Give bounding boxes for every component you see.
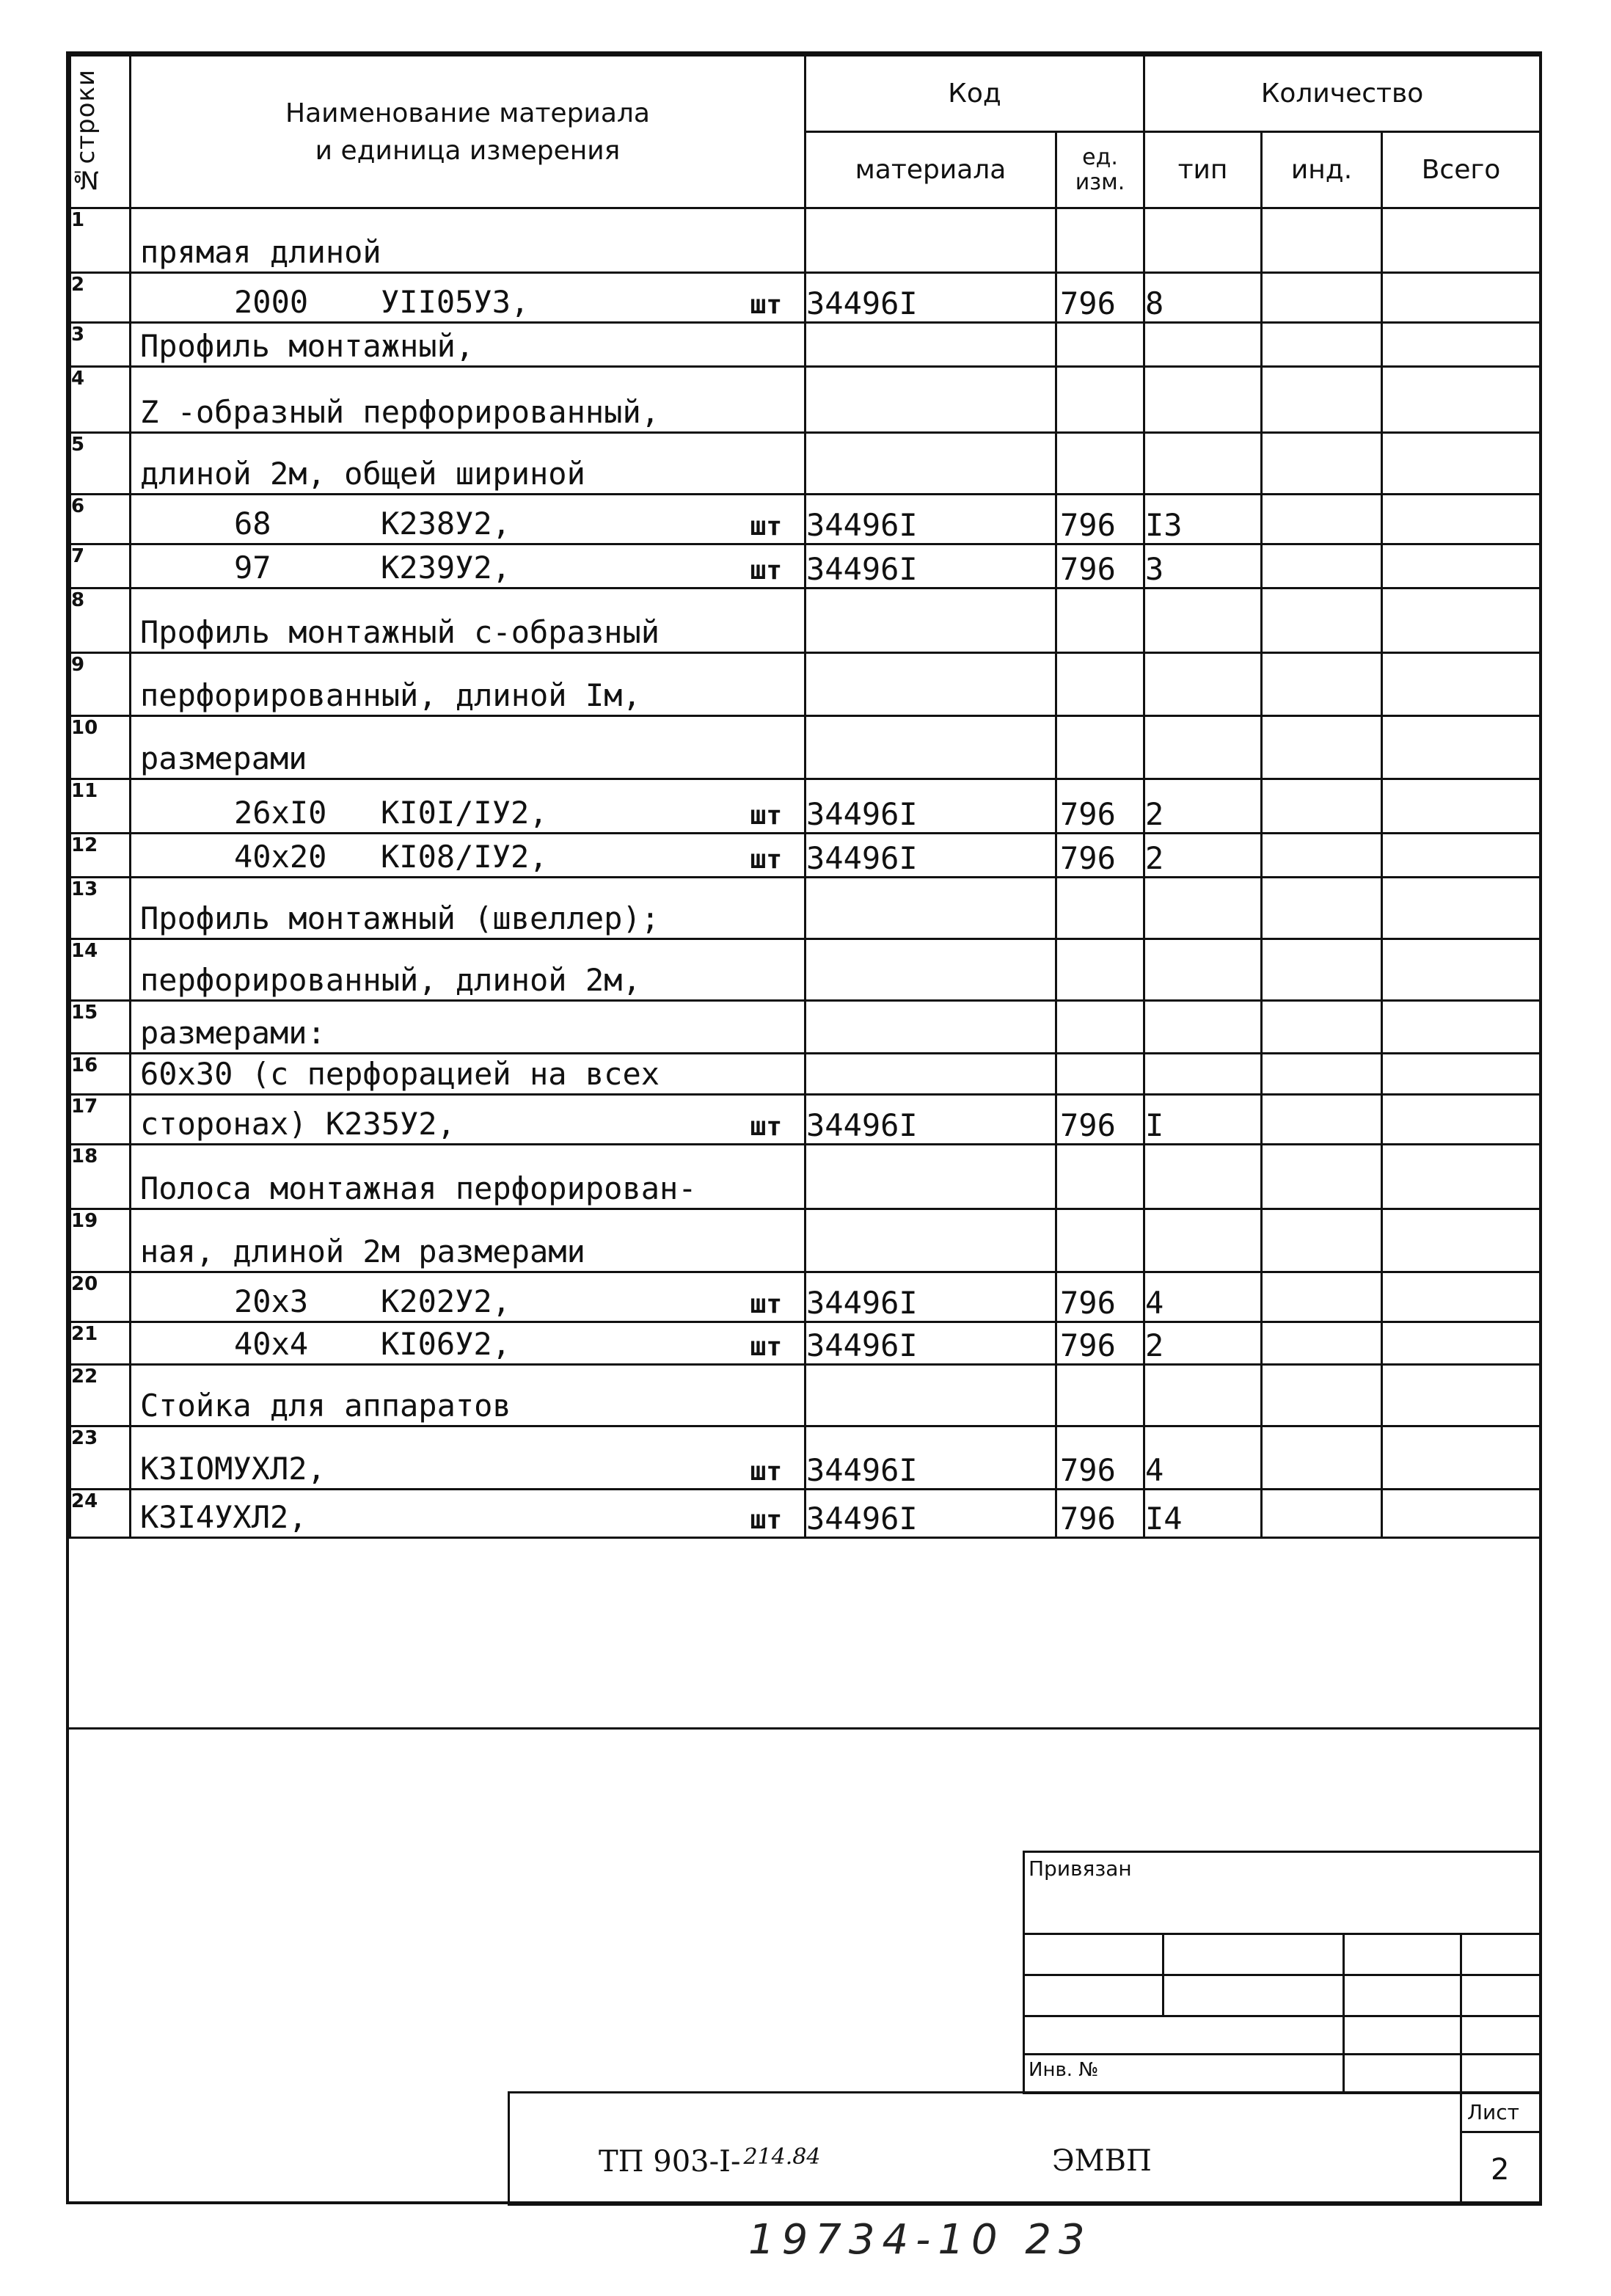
material-name-cell <box>131 1209 806 1272</box>
binding-line-1 <box>1023 1933 1542 1935</box>
material-name <box>234 506 511 542</box>
material-name-text: длиной 2м, общей шириной <box>140 456 585 492</box>
material-name-cell <box>131 1365 806 1426</box>
unit-of-measure: шт <box>750 1289 782 1319</box>
unit-of-measure: шт <box>750 845 782 875</box>
row-number: 13 <box>70 878 131 939</box>
unit-code-cell <box>1056 716 1144 779</box>
table-row <box>70 323 1541 367</box>
material-name <box>140 677 641 713</box>
material-name-text: размерами: <box>140 1015 326 1051</box>
type-qty-cell: I4 <box>1144 1490 1262 1538</box>
material-name-cell <box>131 495 806 544</box>
row-number: 23 <box>70 1426 131 1490</box>
row-number: 1 <box>70 208 131 273</box>
material-mark: КI0I/IУ2, <box>381 795 548 831</box>
material-name-cell <box>131 1426 806 1490</box>
table-row <box>70 1322 1541 1365</box>
row-number: 16 <box>70 1054 131 1095</box>
table-row <box>70 273 1541 323</box>
material-name-cell <box>131 1001 806 1054</box>
unit-code-cell <box>1056 208 1144 273</box>
ind-qty-cell <box>1262 588 1382 653</box>
material-name-cell <box>131 878 806 939</box>
row-number: 24 <box>70 1490 131 1538</box>
type-qty-cell <box>1144 1001 1262 1054</box>
material-name-text: КЗIОМУХЛ2, <box>140 1451 326 1487</box>
material-code-cell: 34496I <box>806 273 1056 323</box>
material-code-cell: 34496I <box>806 834 1056 878</box>
total-qty-cell <box>1382 878 1541 939</box>
material-code-cell: 34496I <box>806 495 1056 544</box>
table-row <box>70 1426 1541 1490</box>
row-number: 21 <box>70 1322 131 1365</box>
ind-qty-cell <box>1262 1426 1382 1490</box>
type-qty-cell <box>1144 939 1262 1001</box>
unit-code-cell: 796 <box>1056 544 1144 588</box>
ind-qty-cell <box>1262 208 1382 273</box>
type-qty-cell <box>1144 433 1262 495</box>
row-number: 6 <box>70 495 131 544</box>
material-mark: К202У2, <box>381 1283 511 1319</box>
ind-qty-cell <box>1262 1145 1382 1209</box>
ind-qty-cell <box>1262 1209 1382 1272</box>
material-name <box>140 1388 511 1424</box>
material-name-cell <box>131 834 806 878</box>
total-qty-cell <box>1382 273 1541 323</box>
ind-qty-cell <box>1262 779 1382 834</box>
total-qty-cell <box>1382 1145 1541 1209</box>
row-number: 5 <box>70 433 131 495</box>
unit-code-cell: 796 <box>1056 779 1144 834</box>
material-name-cell <box>131 433 806 495</box>
ind-qty-cell <box>1262 1001 1382 1054</box>
unit-of-measure: шт <box>750 1457 782 1487</box>
material-name <box>140 1056 660 1092</box>
sheet-label-line <box>1460 2131 1542 2133</box>
total-qty-cell <box>1382 1490 1541 1538</box>
organization-code: ЭМВП <box>1052 2144 1152 2178</box>
material-name-cell <box>131 544 806 588</box>
type-qty-cell: I3 <box>1144 495 1262 544</box>
binding-line-3 <box>1023 2015 1542 2017</box>
material-name <box>140 740 307 776</box>
unit-of-measure: шт <box>750 801 782 831</box>
total-qty-cell <box>1382 1001 1541 1054</box>
sheet-divider <box>1460 2091 1462 2206</box>
material-name-cell <box>131 1054 806 1095</box>
type-qty-cell <box>1144 1054 1262 1095</box>
type-qty-cell <box>1144 653 1262 716</box>
type-qty-cell: 4 <box>1144 1426 1262 1490</box>
material-name <box>140 1170 697 1206</box>
material-code-cell <box>806 939 1056 1001</box>
material-name-cell <box>131 779 806 834</box>
ind-qty-cell <box>1262 878 1382 939</box>
material-code-cell <box>806 653 1056 716</box>
material-name-cell <box>131 1272 806 1322</box>
binding-label: Привязан <box>1029 1856 1132 1881</box>
row-number: 4 <box>70 367 131 433</box>
unit-code-cell <box>1056 939 1144 1001</box>
type-qty-cell: 2 <box>1144 834 1262 878</box>
unit-code-cell <box>1056 653 1144 716</box>
unit-code-cell: 796 <box>1056 1490 1144 1538</box>
material-name <box>234 1283 511 1319</box>
total-qty-cell <box>1382 716 1541 779</box>
row-number: 3 <box>70 323 131 367</box>
table-row <box>70 208 1541 273</box>
material-mark: К238У2, <box>381 506 511 542</box>
unit-of-measure: шт <box>750 1505 782 1535</box>
material-name-cell <box>131 1095 806 1145</box>
binding-line-4 <box>1023 2053 1542 2055</box>
material-name-text: 26xI0 <box>234 795 327 831</box>
material-name-text: 60x30 (с перфорацией на всех <box>140 1056 660 1092</box>
material-mark: УII05УЗ, <box>381 284 530 320</box>
total-qty-cell <box>1382 1426 1541 1490</box>
type-qty-cell <box>1144 1145 1262 1209</box>
material-name-text: прямая длиной <box>140 234 381 270</box>
material-name-cell <box>131 588 806 653</box>
material-name-text: 68 <box>234 506 271 542</box>
unit-code-cell <box>1056 433 1144 495</box>
sheet-number: 2 <box>1491 2153 1510 2187</box>
material-mark: К239У2, <box>381 550 511 586</box>
material-code-cell <box>806 323 1056 367</box>
total-qty-header: Всего <box>1382 132 1541 208</box>
inventory-number-label: Инв. № <box>1029 2059 1099 2081</box>
material-name <box>234 839 548 875</box>
ind-qty-cell <box>1262 273 1382 323</box>
row-number: 10 <box>70 716 131 779</box>
table-row <box>70 834 1541 878</box>
material-mark: КI08/IУ2, <box>381 839 548 875</box>
material-code-cell <box>806 1209 1056 1272</box>
material-name-cell <box>131 323 806 367</box>
material-name <box>140 234 381 270</box>
table-row <box>70 878 1541 939</box>
material-name-text: ная, длиной 2м размерами <box>140 1233 585 1269</box>
material-name-text: Z -образный перфорированный, <box>140 394 660 430</box>
unit-code-cell <box>1056 1001 1144 1054</box>
material-name <box>140 614 660 650</box>
unit-code-header: ед. изм. <box>1056 132 1144 208</box>
material-code-cell <box>806 208 1056 273</box>
unit-code-cell <box>1056 588 1144 653</box>
document-code: ТП 903-I- $^{214.84}$ <box>599 2144 821 2179</box>
total-qty-cell <box>1382 834 1541 878</box>
row-number: 22 <box>70 1365 131 1426</box>
material-name <box>140 1451 326 1487</box>
material-name <box>140 394 660 430</box>
row-number: 9 <box>70 653 131 716</box>
unit-code-cell <box>1056 367 1144 433</box>
material-code-cell <box>806 1001 1056 1054</box>
type-qty-cell <box>1144 588 1262 653</box>
material-code-cell: 34496I <box>806 1322 1056 1365</box>
material-name-text: Полоса монтажная перфорирован- <box>140 1170 697 1206</box>
material-code-cell: 34496I <box>806 1095 1056 1145</box>
quantity-header: Количество <box>1144 56 1541 132</box>
table-row <box>70 1272 1541 1322</box>
type-qty-cell: 2 <box>1144 779 1262 834</box>
total-qty-cell <box>1382 1365 1541 1426</box>
ind-qty-cell <box>1262 716 1382 779</box>
material-name-text: размерами <box>140 740 307 776</box>
material-name-text: Профиль монтажный (швеллер); <box>140 900 660 936</box>
material-name <box>140 1233 585 1269</box>
type-qty-cell <box>1144 367 1262 433</box>
unit-code-cell <box>1056 323 1144 367</box>
total-qty-cell <box>1382 653 1541 716</box>
total-qty-cell <box>1382 1054 1541 1095</box>
material-name-cell <box>131 1490 806 1538</box>
type-qty-cell: 3 <box>1144 544 1262 588</box>
type-qty-header: тип <box>1144 132 1262 208</box>
material-name-text: 40x4 <box>234 1326 309 1362</box>
material-code-cell <box>806 1365 1056 1426</box>
table-row <box>70 779 1541 834</box>
table-row <box>70 939 1541 1001</box>
total-qty-cell <box>1382 367 1541 433</box>
material-name <box>140 1106 456 1142</box>
sheet-label: Лист <box>1467 2100 1519 2124</box>
material-name-cell <box>131 208 806 273</box>
ind-qty-cell <box>1262 1322 1382 1365</box>
material-name-cell <box>131 1145 806 1209</box>
table-row <box>70 433 1541 495</box>
row-number: 12 <box>70 834 131 878</box>
binding-block <box>1023 1851 1542 2094</box>
binding-col-3 <box>1460 1933 1462 2094</box>
ind-qty-header: инд. <box>1262 132 1382 208</box>
material-name-header: Наименование материала и единица измерения <box>131 56 806 208</box>
total-qty-cell <box>1382 1095 1541 1145</box>
ind-qty-cell <box>1262 323 1382 367</box>
ind-qty-cell <box>1262 834 1382 878</box>
table-row <box>70 653 1541 716</box>
code-header: Код <box>806 56 1144 132</box>
material-name-text: перфорированный, длиной Iм, <box>140 677 641 713</box>
row-number: 18 <box>70 1145 131 1209</box>
unit-code-cell: 796 <box>1056 834 1144 878</box>
unit-code-cell: 796 <box>1056 273 1144 323</box>
material-name-cell <box>131 1322 806 1365</box>
table-row <box>70 1209 1541 1272</box>
ind-qty-cell <box>1262 1272 1382 1322</box>
document-code-handwritten: 214.84 <box>743 2144 821 2170</box>
material-name <box>140 900 660 936</box>
material-code-cell: 34496I <box>806 1272 1056 1322</box>
material-name-cell <box>131 367 806 433</box>
total-qty-cell <box>1382 1209 1541 1272</box>
material-name-text: 2000 <box>234 284 309 320</box>
unit-of-measure: шт <box>750 1112 782 1142</box>
material-code-cell <box>806 1145 1056 1209</box>
total-qty-cell <box>1382 588 1541 653</box>
ind-qty-cell <box>1262 367 1382 433</box>
material-code-cell <box>806 878 1056 939</box>
row-number: 8 <box>70 588 131 653</box>
table-row <box>70 1145 1541 1209</box>
table-row <box>70 1054 1541 1095</box>
material-name-text: Профиль монтажный с-образный <box>140 614 660 650</box>
row-number: 14 <box>70 939 131 1001</box>
handwritten-archive-number: 19734-10 23 <box>748 2216 1092 2264</box>
binding-line-2 <box>1023 1974 1542 1976</box>
type-qty-cell <box>1144 716 1262 779</box>
total-qty-cell <box>1382 1322 1541 1365</box>
ind-qty-cell <box>1262 544 1382 588</box>
table-row <box>70 1490 1541 1538</box>
unit-code-cell: 796 <box>1056 1272 1144 1322</box>
table-row <box>70 1001 1541 1054</box>
unit-code-cell: 796 <box>1056 495 1144 544</box>
table-row <box>70 495 1541 544</box>
type-qty-cell: 2 <box>1144 1322 1262 1365</box>
ind-qty-cell <box>1262 1054 1382 1095</box>
unit-code-cell: 796 <box>1056 1322 1144 1365</box>
material-code-cell <box>806 433 1056 495</box>
table-row <box>70 716 1541 779</box>
ind-qty-cell <box>1262 495 1382 544</box>
material-name-cell <box>131 653 806 716</box>
material-name <box>234 1326 511 1362</box>
material-table <box>69 54 1541 1539</box>
table-row <box>70 1365 1541 1426</box>
binding-col-1 <box>1162 1933 1164 2015</box>
material-name <box>140 962 641 998</box>
material-code-cell <box>806 716 1056 779</box>
type-qty-cell: 4 <box>1144 1272 1262 1322</box>
ind-qty-cell <box>1262 1365 1382 1426</box>
type-qty-cell: 8 <box>1144 273 1262 323</box>
total-qty-cell <box>1382 939 1541 1001</box>
stamp-separator <box>69 1727 1539 1730</box>
total-qty-cell <box>1382 495 1541 544</box>
material-name-text: 97 <box>234 550 271 586</box>
unit-code-cell <box>1056 1365 1144 1426</box>
ind-qty-cell <box>1262 433 1382 495</box>
unit-of-measure: шт <box>750 1332 782 1362</box>
unit-of-measure: шт <box>750 511 782 542</box>
material-name-text: Стойка для аппаратов <box>140 1388 511 1424</box>
ind-qty-cell <box>1262 1095 1382 1145</box>
row-number: 7 <box>70 544 131 588</box>
row-number: 17 <box>70 1095 131 1145</box>
material-name-text: перфорированный, длиной 2м, <box>140 962 641 998</box>
type-qty-cell <box>1144 878 1262 939</box>
material-name-cell <box>131 716 806 779</box>
material-code-cell: 34496I <box>806 1490 1056 1538</box>
unit-code-cell <box>1056 1054 1144 1095</box>
material-name-text: сторонах) К235У2, <box>140 1106 456 1142</box>
unit-of-measure: шт <box>750 290 782 320</box>
binding-col-2 <box>1342 1933 1345 2094</box>
total-qty-cell <box>1382 323 1541 367</box>
material-code-header: материала <box>806 132 1056 208</box>
material-name <box>234 550 511 586</box>
type-qty-cell: I <box>1144 1095 1262 1145</box>
unit-code-cell <box>1056 1145 1144 1209</box>
material-name <box>140 328 474 364</box>
row-number: 19 <box>70 1209 131 1272</box>
type-qty-cell <box>1144 208 1262 273</box>
material-code-cell <box>806 588 1056 653</box>
material-name-text: КЗI4УХЛ2, <box>140 1499 307 1535</box>
total-qty-cell <box>1382 779 1541 834</box>
material-name-cell <box>131 273 806 323</box>
row-number: 15 <box>70 1001 131 1054</box>
type-qty-cell <box>1144 1209 1262 1272</box>
row-number: 20 <box>70 1272 131 1322</box>
type-qty-cell <box>1144 323 1262 367</box>
material-name <box>140 1499 307 1535</box>
table-row <box>70 588 1541 653</box>
total-qty-cell <box>1382 544 1541 588</box>
table-row <box>70 367 1541 433</box>
table-row <box>70 1095 1541 1145</box>
ind-qty-cell <box>1262 1490 1382 1538</box>
type-qty-cell <box>1144 1365 1262 1426</box>
total-qty-cell <box>1382 1272 1541 1322</box>
specification-sheet <box>66 51 1542 2204</box>
material-code-cell: 34496I <box>806 1426 1056 1490</box>
material-name <box>234 284 530 320</box>
material-mark: КI06У2, <box>381 1326 511 1362</box>
table-row <box>70 544 1541 588</box>
row-number: 2 <box>70 273 131 323</box>
material-name-text: 20x3 <box>234 1283 309 1319</box>
unit-code-cell: 796 <box>1056 1426 1144 1490</box>
material-name <box>140 1015 326 1051</box>
material-name <box>234 795 548 831</box>
unit-code-cell <box>1056 878 1144 939</box>
ind-qty-cell <box>1262 653 1382 716</box>
material-code-cell: 34496I <box>806 779 1056 834</box>
material-name-text: 40x20 <box>234 839 327 875</box>
unit-code-cell <box>1056 1209 1144 1272</box>
row-number-header: №строки <box>70 56 131 208</box>
unit-code-cell: 796 <box>1056 1095 1144 1145</box>
material-name <box>140 456 585 492</box>
material-code-cell: 34496I <box>806 544 1056 588</box>
material-code-cell <box>806 367 1056 433</box>
material-code-cell <box>806 1054 1056 1095</box>
ind-qty-cell <box>1262 939 1382 1001</box>
material-name-cell <box>131 939 806 1001</box>
row-number: 11 <box>70 779 131 834</box>
material-name-text: Профиль монтажный, <box>140 328 475 364</box>
total-qty-cell <box>1382 433 1541 495</box>
unit-of-measure: шт <box>750 555 782 586</box>
total-qty-cell <box>1382 208 1541 273</box>
